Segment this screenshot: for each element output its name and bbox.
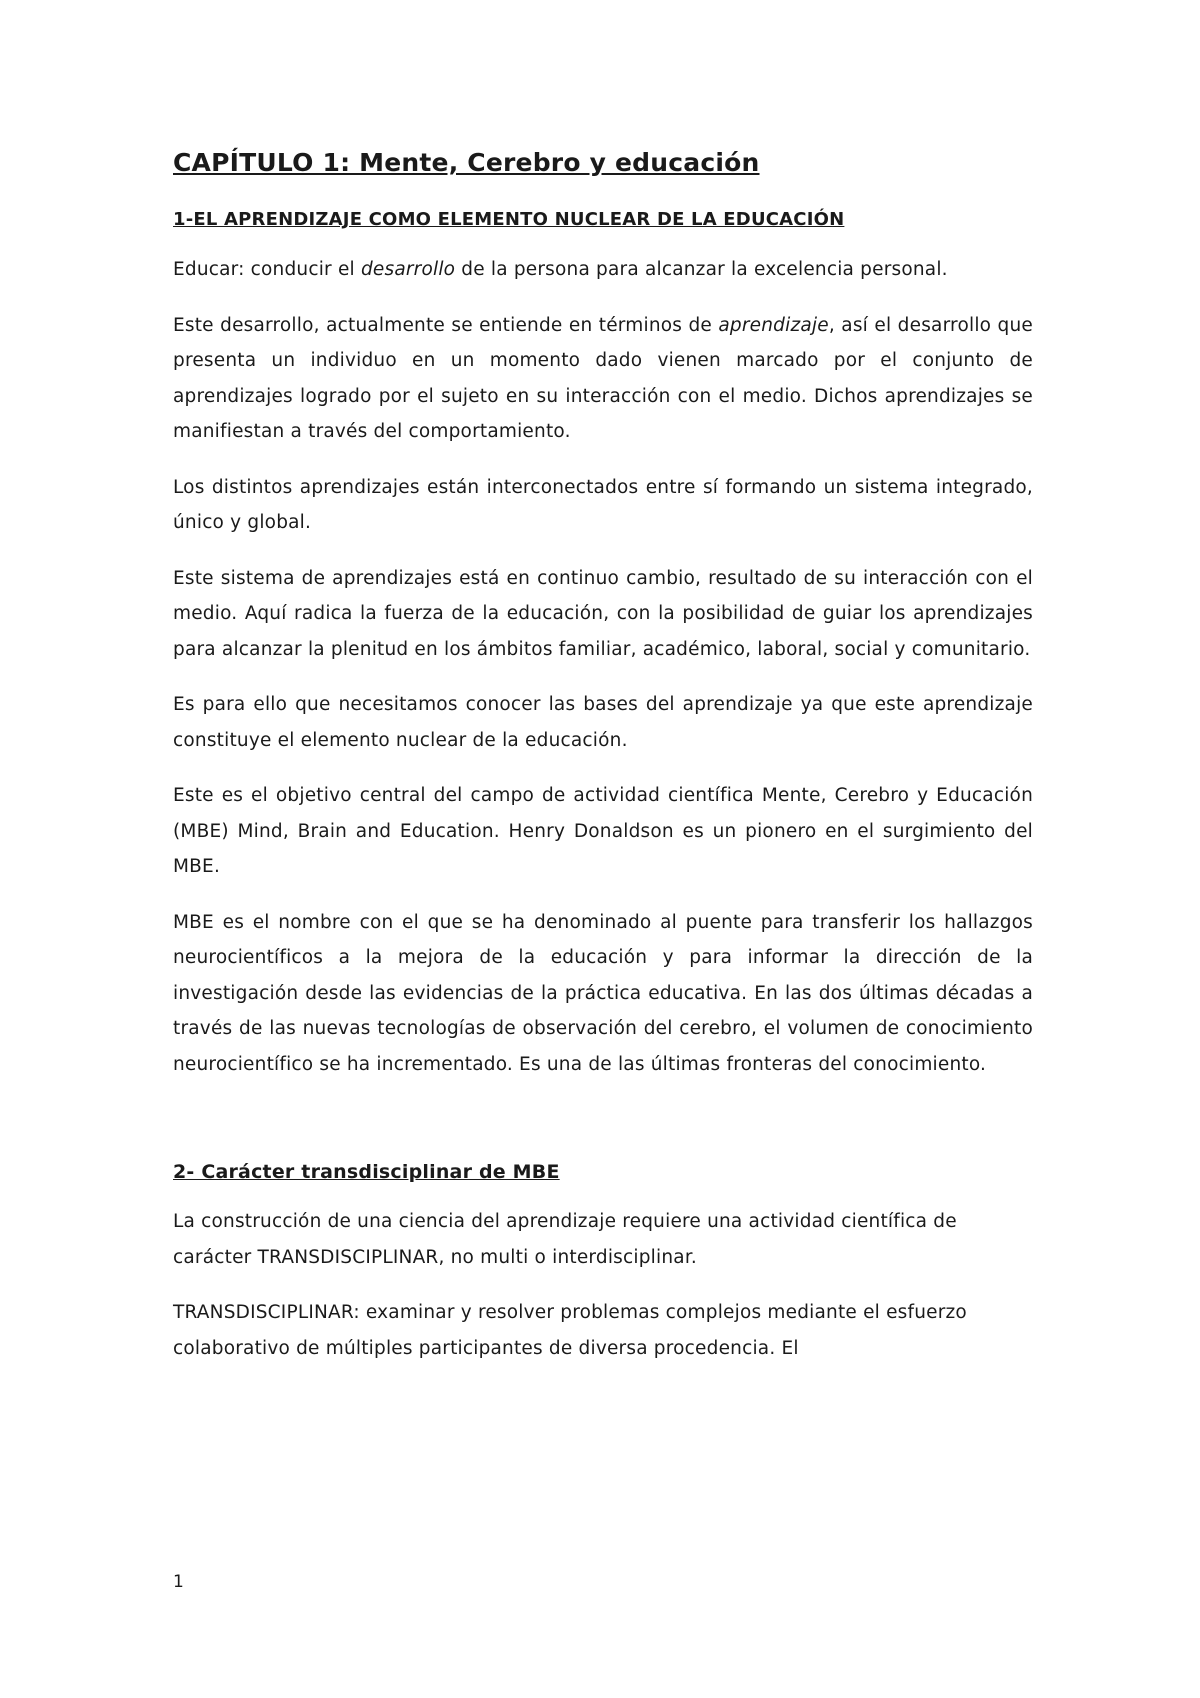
section-spacer [173, 1102, 1033, 1158]
paragraph-objetivo: Este es el objetivo central del campo de actividad científica Mente, Cerebro y Educación (MBE) Mind, Brain and Education. Henry Donaldson es un pionero en el surgimiento del MBE. [173, 785, 1033, 877]
paragraph-aprendizajes: Los distintos aprendizajes están interconectados entre sí formando un sistema integrado, único y global. [173, 476, 1033, 533]
paragraph-mbe: MBE es el nombre con el que se ha denominado al puente para transferir los hallazgos neurocientíficos a la mejora de la educación y para informar la dirección de la investigación desde las evidencias de la práctica educativa. En las dos últimas décadas a través de las nuevas tecnologías de observación del cerebro, el volumen de conocimiento neurocientífico se ha incrementado. Es una de las últimas fronteras del conocimiento. [173, 911, 1033, 1075]
paragraph-educar [173, 252, 1033, 288]
paragraph-transdisciplinar: TRANSDISCIPLINAR: examinar y resolver problemas complejos mediante el esfuerzo colaborativo de múltiples participantes de diversa procedencia. El [173, 1302, 967, 1359]
paragraph-sistema: Este sistema de aprendizajes está en continuo cambio, resultado de su interacción con el medio. Aquí radica la fuerza de la educación, con la posibilidad de guiar los aprendizajes para alcanzar la plenitud en los ámbitos familiar, académico, laboral, social y comunitario. [173, 567, 1033, 660]
emphasis-desarrollo: desarrollo [360, 259, 456, 280]
paragraph-text: Este desarrollo, actualmente se entiende en términos de [173, 314, 719, 336]
document-body [173, 146, 1033, 1386]
chapter-title: CAPÍTULO 1: Mente, Cerebro y educación [173, 148, 760, 177]
section-1-title: 1-EL APRENDIZAJE COMO ELEMENTO NUCLEAR DE LA EDUCACIÓN [173, 209, 845, 230]
paragraph-text: Educar: conducir el [173, 259, 361, 280]
paragraph-bases: Es para ello que necesitamos conocer las bases del aprendizaje ya que este aprendizaje constituye el elemento nuclear de la educación. [173, 694, 1033, 751]
paragraph-text: de la persona para alcanzar la excelencia personal. [455, 259, 948, 280]
section-2-title: 2- Carácter transdisciplinar de MBE [173, 1161, 560, 1183]
paragraph-construccion: La construcción de una ciencia del aprendizaje requiere una actividad científica de carácter TRANSDISCIPLINAR, no multi o interdisciplinar. [173, 1211, 957, 1268]
page-number: 1 [173, 1572, 184, 1592]
paragraph-desarrollo [173, 308, 1033, 450]
paragraph-text: , así el desarrollo que presenta un individuo en un momento dado vienen marcado por el conjunto de aprendizajes logrado por el sujeto en su interacción con el medio. Dichos aprendizajes se manifiestan a través del comportamiento. [173, 314, 1033, 442]
emphasis-aprendizaje: aprendizaje [718, 314, 829, 336]
